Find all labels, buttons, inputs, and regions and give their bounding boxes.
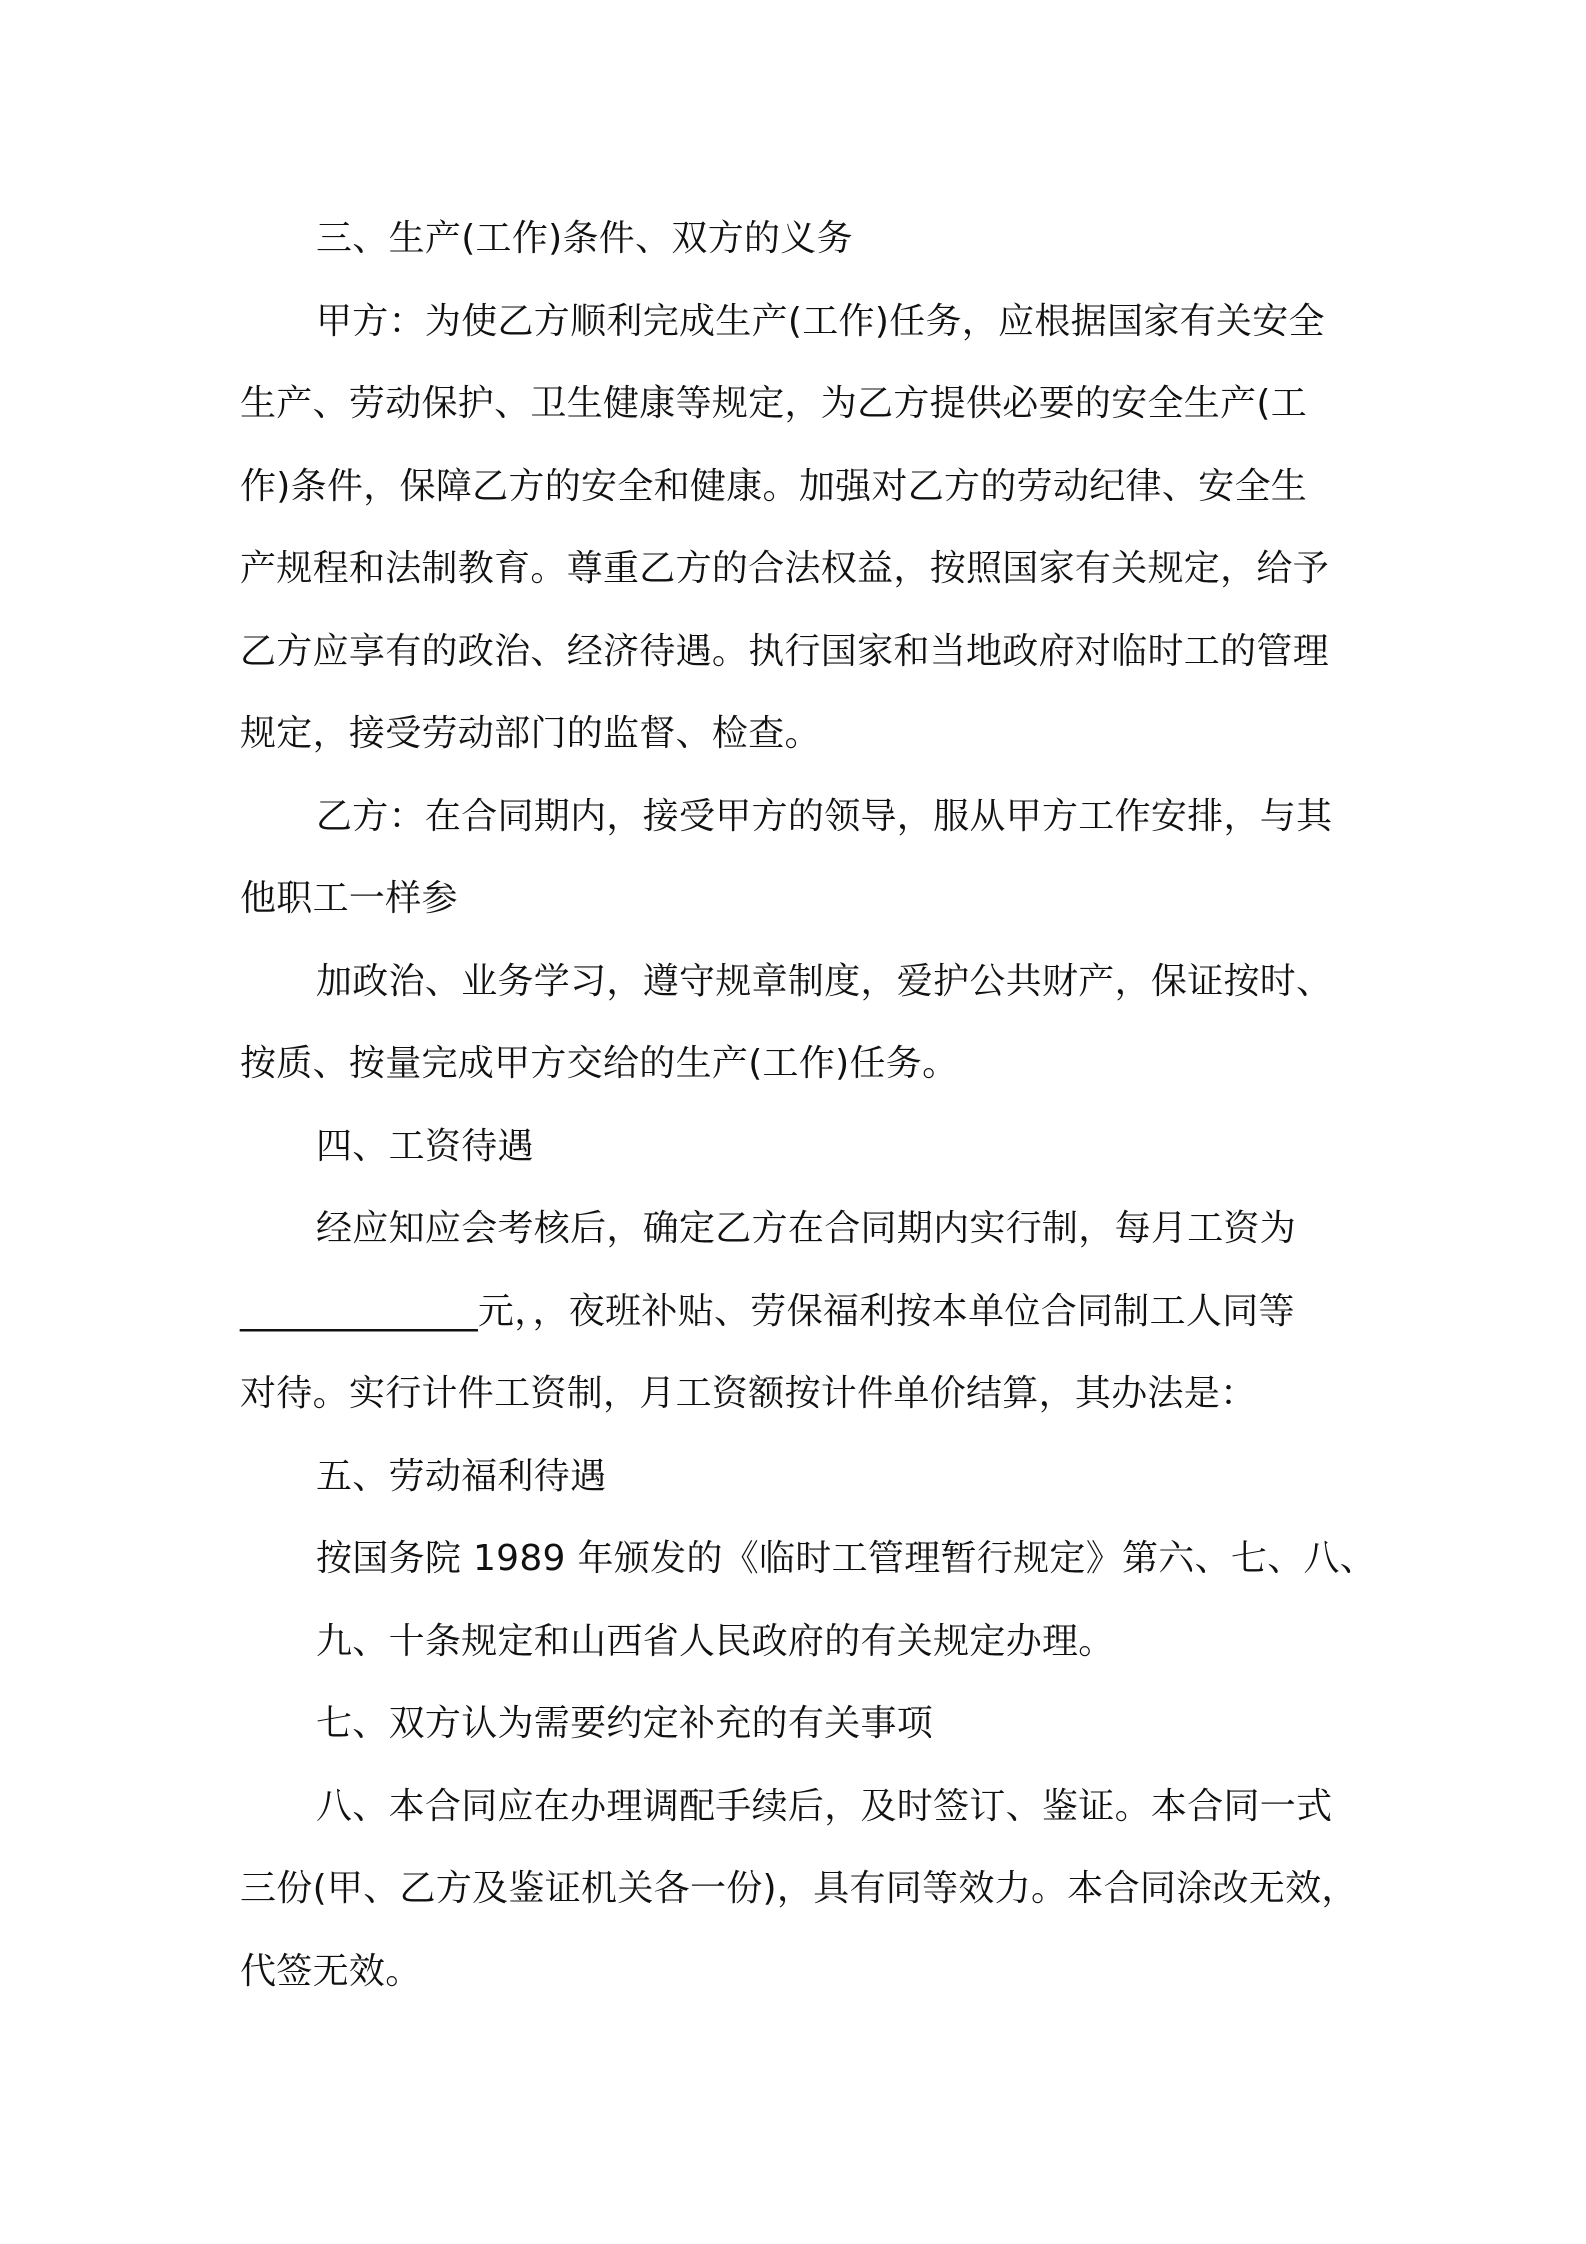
section-heading-supplementary: 七、双方认为需要约定补充的有关事项 <box>316 1703 934 1744</box>
paragraph-wages-line: 对待。实行计件工资制，月工资额按计件单价结算，其办法是： <box>240 1373 1257 1414</box>
paragraph-party-a-line: 生产、劳动保护、卫生健康等规定，为乙方提供必要的安全生产(工 <box>240 383 1308 424</box>
document-body <box>240 198 1377 2013</box>
paragraph-signing-line: 三份(甲、乙方及鉴证机关各一份)，具有同等效力。本合同涂改无效， <box>240 1868 1358 1909</box>
section-heading-conditions: 三、生产(工作)条件、双方的义务 <box>316 218 853 259</box>
paragraph-party-a-line: 作)条件，保障乙方的安全和健康。加强对乙方的劳动纪律、安全生 <box>240 465 1308 507</box>
paragraph-party-a-line: 甲方：为使乙方顺利完成生产(工作)任务，应根据国家有关安全 <box>316 300 1325 342</box>
paragraph-party-b-line: 加政治、业务学习，遵守规章制度，爱护公共财产，保证按时、 <box>316 960 1333 1002</box>
paragraph-party-b-line: 按质、按量完成甲方交给的生产(工作)任务。 <box>240 1043 959 1084</box>
paragraph-welfare-line: 按国务院 1989 年颁发的《临时工管理暂行规定》第六、七、八、 <box>316 1538 1377 1579</box>
paragraph-party-a-line: 产规程和法制教育。尊重乙方的合法权益，按照国家有关规定，给予 <box>240 548 1330 589</box>
paragraph-wages-line: _____________元，，夜班补贴、劳保福利按本单位合同制工人同等 <box>240 1290 1295 1332</box>
section-heading-wages: 四、工资待遇 <box>316 1125 534 1167</box>
paragraph-signing-line: 八、本合同应在办理调配手续后，及时签订、鉴证。本合同一式 <box>316 1785 1333 1827</box>
paragraph-party-a-line: 规定，接受劳动部门的监督、检查。 <box>240 713 821 754</box>
paragraph-party-b-line: 他职工一样参 <box>240 878 458 919</box>
paragraph-party-a-line: 乙方应享有的政治、经济待遇。执行国家和当地政府对临时工的管理 <box>240 630 1330 672</box>
section-heading-welfare: 五、劳动福利待遇 <box>316 1455 607 1497</box>
paragraph-welfare-line: 九、十条规定和山西省人民政府的有关规定办理。 <box>316 1620 1115 1662</box>
paragraph-party-b-line: 乙方：在合同期内，接受甲方的领导，服从甲方工作安排，与其 <box>316 795 1333 837</box>
paragraph-signing-line: 代签无效。 <box>240 1950 422 1992</box>
paragraph-wages-line: 经应知应会考核后，确定乙方在合同期内实行制，每月工资为 <box>316 1208 1297 1249</box>
